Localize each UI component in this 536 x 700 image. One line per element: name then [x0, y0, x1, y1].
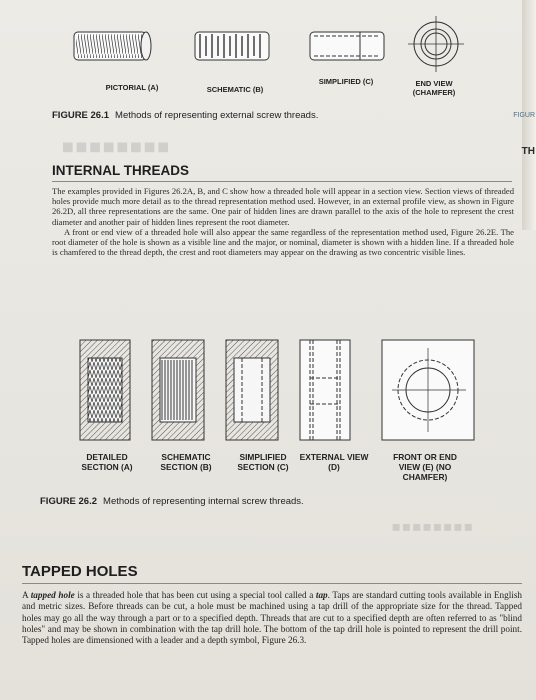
detailed-section-drawing: [80, 340, 130, 440]
tapped-holes-paragraph: [22, 590, 522, 646]
figure-26-1-caption: [52, 110, 318, 121]
adjacent-page-edge: [513, 0, 536, 230]
end-view-chamfer-drawing: [408, 16, 464, 72]
label-simplified-section: SIMPLIFIED SECTION (C): [237, 452, 289, 473]
schematic-thread-drawing: [195, 32, 269, 60]
tapped-text-b: is a threaded hole that has been cut using a special tool called a: [74, 590, 316, 600]
figure-26-2-number: FIGURE 26.2: [40, 496, 98, 507]
pictorial-thread-drawing: [74, 32, 151, 60]
heading-rule: [52, 181, 512, 182]
label-pictorial: PICTORIAL (A): [105, 83, 159, 92]
tapped-text-c: . Taps are standard cutting tools available in English and metric sizes. Before threads can be cut, a hole must be machined using a tap drill of the appropriate size for the thread. Tapped holes may go all the way through a part or to a specified depth. Threads that are cut to a specified depth are often referred to as "blind holes" and may be shown in combination with the tap drill hole. The bottom of the tap drill hole is pointed to represent the drill point. Tapped holes are dimensioned with a leader and a depth symbol, Figure 26.3.: [22, 590, 522, 646]
figure-26-2-caption: [40, 496, 304, 507]
adjacent-figure-fragment: FIGUR: [513, 112, 535, 119]
internal-threads-heading: INTERNAL THREADS: [52, 163, 190, 178]
front-view-drawing: [382, 340, 474, 440]
tapped-holes-body: [22, 590, 522, 646]
tapped-holes-rule: [22, 583, 522, 584]
external-view-drawing: [300, 340, 350, 440]
figure-26-1-drawings: [60, 14, 480, 74]
label-simplified-c: SIMPLIFIED (C): [318, 77, 374, 86]
simplified-section-drawing: [226, 340, 278, 440]
label-end-view: END VIEW (CHAMFER): [412, 79, 456, 97]
figure-26-1-number: FIGURE 26.1: [52, 110, 110, 121]
internal-threads-paragraph-2: A front or end view of a threaded hole will also appear the same regardless of the representation method used, Figure 26.2E. The root diameter of the hole is shown as a visible line and the major, or nominal, diameter is shown with a hidden line. If a threaded hole is chamfered to the thread depth, the crest and root diameters may appear on the drawing as two concentric visible lines.: [52, 226, 514, 258]
label-detailed-section: DETAILED SECTION (A): [81, 452, 133, 473]
schematic-section-drawing: [152, 340, 204, 440]
label-schematic-section: SCHEMATIC SECTION (B): [160, 452, 212, 473]
figure-26-1-text: Methods of representing external screw threads.: [115, 110, 319, 121]
simplified-thread-drawing: [310, 32, 384, 60]
tapped-text-a: A: [22, 590, 31, 600]
figure-26-2-drawings: [70, 322, 480, 444]
figure-26-2-text: Methods of representing internal screw threads.: [103, 496, 304, 507]
label-schematic-b: SCHEMATIC (B): [206, 85, 264, 94]
label-front-view: FRONT OR END VIEW (E) (NO CHAMFER): [393, 452, 457, 483]
show-through-watermark-1: ◼◼◼◼◼◼◼◼: [62, 138, 171, 154]
tapped-holes-heading: TAPPED HOLES: [22, 563, 138, 580]
term-tapped-hole: tapped hole: [30, 590, 75, 600]
adjacent-heading-fragment: TH: [521, 146, 535, 157]
internal-threads-body: [52, 186, 514, 257]
show-through-watermark-2: ◼◼◼◼◼◼◼◼: [392, 522, 475, 533]
internal-threads-paragraph-1: The examples provided in Figures 26.2A, B, and C show how a threaded hole will appear in a section view. Section views of threaded holes provide much more detail as to the thread representation method used. However, in an external profile view, as shown in Figure 26.2D, all three representations are the same. One pair of hidden lines are drawn parallel to the axis of the hole to represent the crest diameter and another pair of hidden lines represent the root diameter.: [52, 186, 514, 227]
term-tap: tap: [315, 590, 328, 600]
label-external-view: EXTERNAL VIEW (D): [299, 452, 369, 473]
